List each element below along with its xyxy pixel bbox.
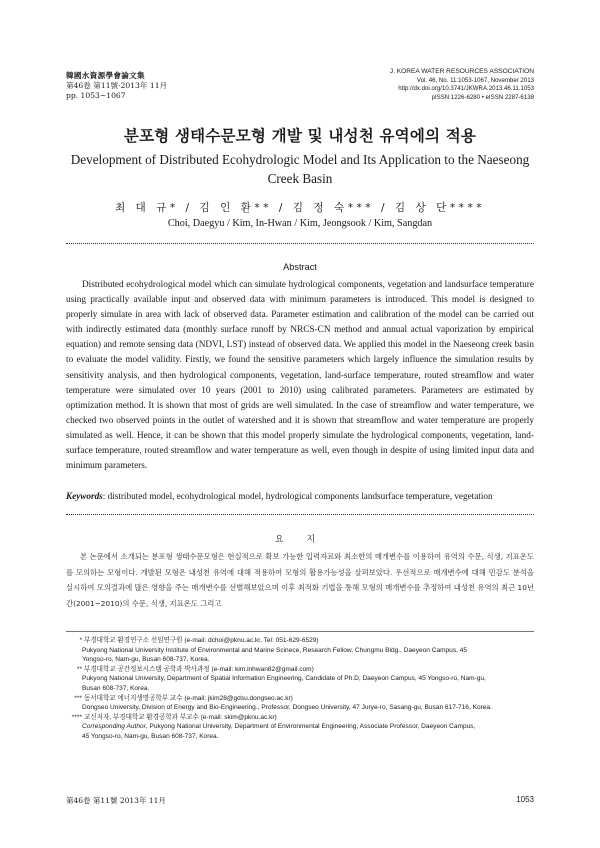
journal-header-english — [274, 68, 534, 102]
authors-korean: 최 대 규* / 김 인 환** / 김 정 숙*** / 김 상 단**** — [114, 202, 486, 214]
footnote-mark: **** — [71, 713, 82, 721]
footnotes — [66, 636, 536, 742]
footnote-mark: ** — [76, 665, 82, 673]
keywords-text: : distributed model, ecohydrological model, hydrological components landsurface temperature, vegetation — [102, 491, 493, 501]
footnote-2 — [66, 665, 536, 675]
korean-summary-heading: 요 지 — [274, 535, 326, 545]
footnote-4 — [66, 713, 536, 723]
corresponding-author-label: Corresponding Author — [82, 723, 146, 731]
journal-pages: pp. 1053~1067 — [66, 91, 126, 100]
footnote-1 — [66, 636, 536, 646]
page-footer-journal: 第46卷 第11號 2013年 11月 — [66, 796, 166, 805]
journal-header-korean — [66, 70, 246, 101]
korean-summary-body: 본 논문에서 소개되는 분포형 생태수문모형은 현실적으로 확보 가능한 입력자료와 최소한의 매개변수를 이용하여 유역의 수문, 식생, 지표온도를 모의하는 모형이다. 개발된 모형은 내성천 유역에 대해 적용하여 모형의 활용가능성을 살펴보았다. 우선적으로 매개변수에 대해 민감도 분석을 실시하여 모의결과에 많은 영향을 주는 매개변수를 선별해보았으며 이후 최적화 기법을 통해 모형의 매개변수를 추정하여 내성천 유역의 최근 10년간(2001~2010)의 수문, 식생, 지표온도 그리고 — [66, 552, 534, 609]
journal-name-hanja: 韓國水資源學會論文集 — [66, 71, 145, 80]
footnote-3 — [66, 694, 536, 704]
footnote-divider — [66, 631, 534, 632]
footnote-address: Busan 608-737, Korea. — [82, 684, 150, 692]
abstract-heading: Abstract — [283, 262, 317, 272]
footnote-affiliation-text: , Pukyong National University, Department of Environmental Engineering, Associate Professor, Daeyeon Campus, — [145, 723, 476, 731]
journal-volume-english: Vol. 46, No. 11:1053-1067, November 2013 — [416, 76, 534, 84]
footnote-affiliation: Dongseo University, Division of Energy and Bio-Engineering., Professor, Dongseo University, 47 Jurye-ro, Sasang-gu, Busan 617-716, Korea. — [82, 704, 492, 712]
footnote-address: 45 Yongso-ro, Nam-gu, Busan 608-737, Korea. — [82, 732, 219, 740]
journal-issn: pISSN 1226-6280 • eISSN 2287-6138 — [431, 93, 534, 101]
footnote-korean: 부경대학교 공간정보시스템 공학과 박사과정 (e-mail: kim.inhwan82@gmail.com) — [84, 665, 314, 673]
footnote-korean: 교신저자, 부경대학교 환경공학과 부교수 (e-mail: skim@pknu.ac.kr) — [84, 713, 277, 721]
footnote-mark: *** — [74, 694, 82, 702]
footnote-address: Yongso-ro, Nam-gu, Busan 608-737, Korea. — [82, 656, 210, 664]
journal-name-english: J. KOREA WATER RESOURCES ASSOCIATION — [389, 68, 534, 75]
divider-dotted-top — [66, 243, 534, 244]
abstract-body: Distributed ecohydrological model which can simulate hydrological components, vegetation and landsurface temperature using practically available input and observed data with minimum parameters is introduced. This model is designed to properly simulate in area with lack of observed data. Parameter estimation and calibration of the model can be carried out with indirectly estimated data (monthly surface runoff by NRCS-CN method and annual actual vaporization by empirical equation) and remote sensing data (NDVI, LST) instead of observed data. We applied this model in the Naeseong creek basin to evaluate the model validity. Firstly, we found the sensitive parameters which largely influence the simulation results by sensitivity analysis, and then hydrological components, vegetation, land-surface temperature, routed streamflow and water temperature were simulated over 10 years (2001 to 2010) using calibrated parameters. Parameters are estimated by optimization method. It is shown that most of grids are well simulated. In the case of streamflow and water temperature, we checked two observed points in the outlet of watershed and it is shown that streamflow and water temperature are properly simulated as well. Hence, it can be shown that this model properly simulate the hydrological components, vegetation, land-surface temperature, routed streamflow and water temperature as well, even though in despite of using limited input data and minimum parameters. — [66, 280, 534, 472]
footnote-affiliation — [66, 722, 536, 732]
footnote-korean: 동서대학교 에너지생명공학부 교수 (e-mail: jkim28@gdsu.dongseo.ac.kr) — [84, 694, 293, 702]
keywords-line — [66, 491, 534, 501]
footnote-mark: * — [79, 637, 82, 644]
footnote-korean: 부경대학교 환경연구소 선임연구원 (e-mail: dchoi@pknu.ac.kr, Tel: 051-629-6529) — [84, 637, 319, 644]
journal-volume-hanja: 第46卷 第11號·2013年 11月 — [66, 81, 168, 90]
page-number: 1053 — [516, 795, 534, 804]
keywords-label: Keywords — [66, 491, 103, 501]
journal-doi: http://dx.doi.org/10.3741/JKWRA.2013.46.11.1053 — [398, 85, 534, 93]
title-korean: 분포형 생태수문모형 개발 및 내성천 유역에의 적용 — [123, 127, 477, 145]
footnote-affiliation: Pukyong National University Institute of Environmental and Marine Scinece, Research Fellow, Chungmu Bldg., Daeyeon Campus, 45 — [82, 646, 468, 654]
authors-english: Choi, Daegyu / Kim, In-Hwan / Kim, Jeongsook / Kim, Sangdan — [167, 218, 433, 229]
footnote-affiliation: Pukyong National University, Department of Spatial Information Engineering, Candidate of Ph.D, Daeyeon Campus, 45 Yongso-ro, Nam-gu, — [82, 675, 486, 683]
title-english: Development of Distributed Ecohydrologic Model and Its Application to the Naeseong Creek Basin — [70, 152, 530, 186]
divider-dotted-bottom — [66, 514, 534, 515]
